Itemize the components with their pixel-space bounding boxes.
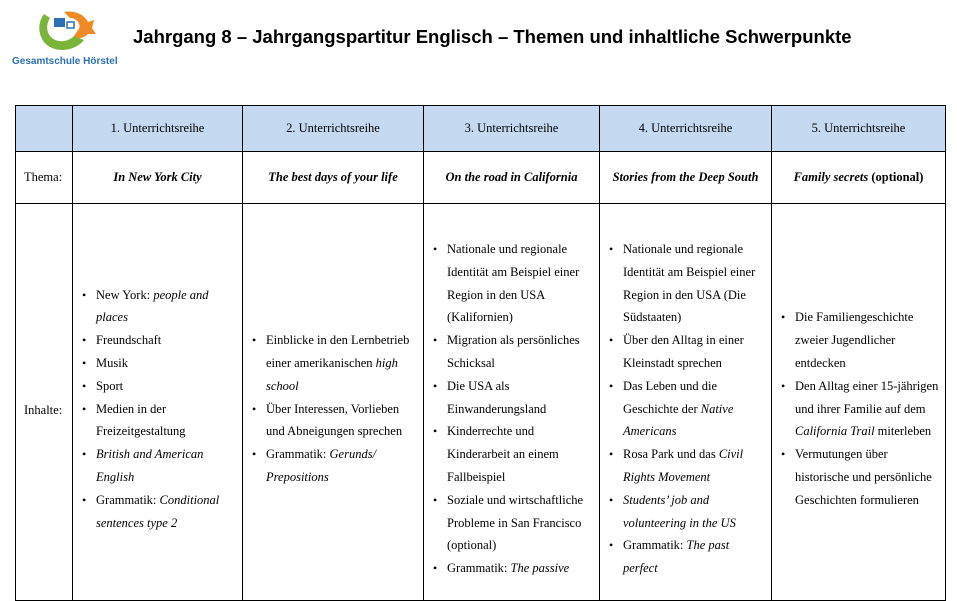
list-item-text: Conditional sentences type 2	[96, 492, 220, 530]
curriculum-table	[15, 105, 946, 601]
list-item-text: Freundschaft	[96, 333, 162, 348]
list-item-text: Das Leben und die Geschichte der	[623, 378, 718, 416]
list-item	[96, 443, 238, 489]
list-item	[266, 443, 419, 489]
list-item	[96, 284, 238, 330]
list-item-text: New York:	[96, 287, 154, 302]
row-label-content: Inhalte:	[16, 204, 73, 601]
list-item	[96, 398, 238, 444]
content-cell	[424, 204, 600, 601]
school-logo	[8, 6, 120, 68]
column-header: 4. Unterrichtsreihe	[600, 106, 772, 152]
list-item-text: Die Familiengeschichte zweier Jugendlicher entdecken	[795, 310, 914, 370]
list-item-text: Civil Rights Movement	[623, 447, 744, 484]
content-cell	[73, 204, 243, 601]
topic-title: Family secrets	[793, 170, 869, 184]
school-name: Gesamtschule Hörstel	[12, 56, 118, 67]
list-item	[447, 557, 595, 580]
list-item-text: Rosa Park und das	[623, 447, 719, 462]
list-item-text: Students’ job and volunteering in the US	[623, 492, 736, 530]
list-item-text: Über den Alltag in einer Kleinstadt sprechen	[623, 333, 744, 370]
list-item-text: Nationale und regionale Identität am Beispiel einer Region in den USA (Die Südstaaten)	[623, 242, 756, 325]
list-item	[266, 398, 419, 444]
topic-cell	[243, 152, 424, 204]
list-item-text: people and places	[96, 287, 209, 325]
topic-title: In New York City	[113, 170, 202, 184]
content-list	[772, 306, 941, 511]
list-item-text: Einblicke in den Lernbetrieb einer amerikanischen	[266, 333, 410, 370]
list-item-text: Vermutungen über historische und persönliche Geschichten formulieren	[795, 447, 932, 507]
topic-optional-note: (optional)	[868, 170, 924, 184]
topic-title: On the road in California	[445, 170, 578, 184]
topic-title: The best days of your life	[268, 170, 398, 184]
list-item-text: Grammatik:	[623, 538, 687, 553]
list-item	[623, 443, 767, 489]
list-item-text: The passive	[510, 561, 570, 576]
list-item	[96, 329, 238, 352]
list-item	[96, 489, 238, 535]
list-item-text: Über Interessen, Vorlieben und Abneigungen sprechen	[266, 401, 403, 439]
column-header: 5. Unterrichtsreihe	[772, 106, 946, 152]
list-item-text: Die USA als Einwanderungsland	[447, 378, 547, 416]
list-item-text: Grammatik:	[96, 492, 160, 507]
list-item-text: Grammatik:	[447, 561, 511, 576]
content-row	[16, 204, 946, 601]
list-item-text: British and American English	[96, 447, 204, 484]
list-item	[795, 375, 941, 443]
list-item	[623, 534, 767, 580]
content-list	[600, 238, 767, 580]
list-item-text: Kinderrechte und Kinderarbeit an einem Fallbeispiel	[447, 424, 559, 484]
list-item-text: Native Americans	[623, 401, 734, 439]
list-item	[266, 329, 419, 397]
list-item-text: The past perfect	[623, 538, 730, 576]
row-label-topic: Thema:	[16, 152, 73, 204]
topic-cell	[772, 152, 946, 204]
list-item	[795, 443, 941, 511]
list-item-text: Migration als persönliches Schicksal	[447, 333, 580, 370]
content-list	[424, 238, 595, 580]
list-item	[623, 375, 767, 443]
header-corner-cell	[16, 106, 73, 152]
list-item-text: California Trail	[795, 424, 875, 439]
list-item-text: Den Alltag einer 15-jährigen und ihrer Familie auf dem	[795, 378, 939, 416]
topic-cell	[424, 152, 600, 204]
column-header: 2. Unterrichtsreihe	[243, 106, 424, 152]
table-header-row	[16, 106, 946, 152]
list-item	[447, 375, 595, 421]
list-item-text: miterleben	[874, 424, 932, 439]
content-list	[243, 329, 419, 489]
content-list	[73, 284, 238, 535]
list-item-text: Grammatik:	[266, 447, 330, 462]
list-item	[623, 238, 767, 329]
list-item-text: Gerunds/ Prepositions	[266, 447, 377, 484]
school-logo-icon	[34, 6, 96, 54]
column-header: 1. Unterrichtsreihe	[73, 106, 243, 152]
list-item-text: Soziale und wirtschaftliche Probleme in San Francisco (optional)	[447, 492, 584, 553]
list-item	[96, 352, 238, 375]
topic-cell	[73, 152, 243, 204]
list-item	[96, 375, 238, 398]
column-header: 3. Unterrichtsreihe	[424, 106, 600, 152]
list-item-text: Medien in der Freizeitgestaltung	[96, 401, 186, 439]
topic-title: Stories from the Deep South	[612, 170, 759, 184]
list-item	[447, 420, 595, 488]
list-item-text: Sport	[96, 378, 124, 393]
page-title: Jahrgang 8 – Jahrgangspartitur Englisch – Themen und inhaltliche Schwerpunkte	[133, 26, 852, 47]
content-cell	[243, 204, 424, 601]
content-cell	[772, 204, 946, 601]
topic-row	[16, 152, 946, 204]
list-item-text: Musik	[96, 356, 128, 370]
list-item-text: high school	[266, 356, 398, 393]
list-item-text: Nationale und regionale Identität am Beispiel einer Region in den USA (Kalifornien)	[447, 242, 580, 325]
list-item	[447, 489, 595, 557]
list-item	[623, 329, 767, 375]
content-cell	[600, 204, 772, 601]
list-item	[623, 489, 767, 535]
list-item	[447, 329, 595, 375]
list-item	[795, 306, 941, 374]
list-item	[447, 238, 595, 329]
topic-cell	[600, 152, 772, 204]
